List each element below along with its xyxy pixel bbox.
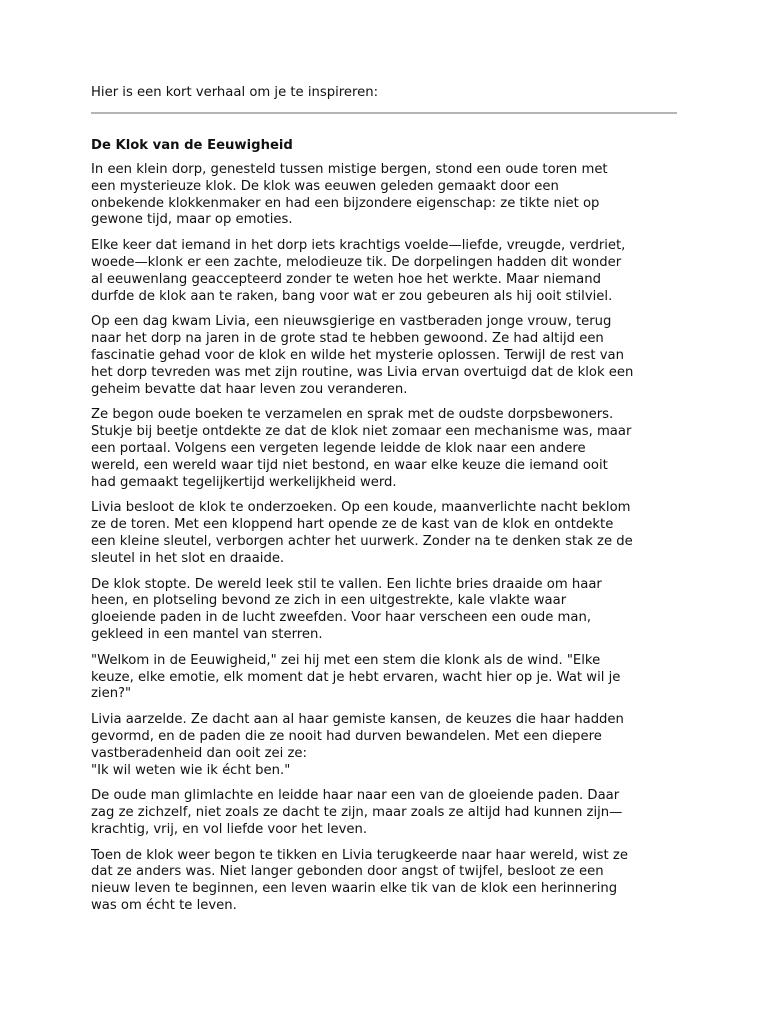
document-page [91,84,679,915]
paragraph-line: De oude man glimlachte en leidde haar naar een van de gloeiende paden. Daar [91,788,620,804]
story-paragraph [91,653,679,703]
paragraph-line: een mysterieuze klok. De klok was eeuwen geleden gemaakt door een [91,178,559,194]
paragraph-line: geheim bevatte dat haar leven zou veranderen. [91,381,408,397]
paragraph-line: fascinatie gehad voor de klok en wilde het mysterie oplossen. Terwijl de rest van [91,347,624,363]
paragraph-line: naar het dorp na jaren in de grote stad te hebben gewoond. Ze had altijd een [91,331,604,347]
intro-text: Hier is een kort verhaal om je te inspireren: [91,85,379,100]
paragraph-line: al eeuwenlang geaccepteerd zonder te weten hoe het werkte. Maar niemand [91,271,601,287]
paragraph-line: gekleed in een mantel van sterren. [91,626,323,642]
paragraph-line: keuze, elke emotie, elk moment dat je hebt ervaren, wacht hier op je. Wat wil je [91,669,621,685]
paragraph-line: vastberadenheid dan ooit zei ze: [91,745,307,761]
paragraph-line: Livia aarzelde. Ze dacht aan al haar gemiste kansen, de keuzes die haar hadden [91,712,624,728]
paragraph-line: In een klein dorp, genesteld tussen mistige bergen, stond een oude toren met [91,162,608,177]
paragraph-line: "Welkom in de Eeuwigheid," zei hij met een stem die klonk als de wind. "Elke [91,652,601,668]
story-paragraph [91,314,679,398]
paragraph-line: onbekende klokkenmaker en had een bijzondere eigenschap: ze tikte niet op [91,195,600,211]
paragraph-line: een kleine sleutel, verborgen achter het uurwerk. Zonder na te denken stak ze de [91,533,633,549]
story-paragraph [91,577,679,644]
paragraph-line: woede—klonk er een zachte, melodieuze tik. De dorpelingen hadden dit wonder [91,254,622,270]
paragraph-line: krachtig, vrij, en vol liefde voor het leven. [91,821,368,837]
paragraph-line: een portaal. Volgens een vergeten legende leidde de klok naar een andere [91,440,586,456]
paragraph-line: Op een dag kwam Livia, een nieuwsgierige en vastberaden jonge vrouw, terug [91,314,612,330]
paragraph-line: heen, en plotseling bevond ze zich in een uitgestrekte, kale vlakte waar [91,593,567,609]
paragraph-line: ze de toren. Met een kloppend hart opende ze de kast van de klok en ontdekte [91,517,614,533]
paragraph-line: wereld, een wereld waar tijd niet bestond, en waar elke keuze die iemand ooit [91,457,608,473]
story-paragraph [91,788,679,838]
paragraph-line: gevormd, en de paden die ze nooit had durven bewandelen. Met een diepere [91,728,602,744]
story-paragraph [91,238,679,305]
story-paragraph [91,848,679,915]
paragraph-line: "Ik wil weten wie ik écht ben." [91,762,291,778]
paragraph-line: Livia besloot de klok te onderzoeken. Op een koude, maanverlichte nacht beklom [91,500,631,516]
paragraph-line: Ze begon oude boeken te verzamelen en sprak met de oudste dorpsbewoners. [91,407,614,423]
paragraph-line: was om écht te leven. [91,898,237,914]
paragraph-line: dat ze anders was. Niet langer gebonden door angst of twijfel, besloot ze een [91,864,604,880]
paragraph-line: durfde de klok aan te raken, bang voor wat er zou gebeuren als hij ooit stilviel. [91,288,613,304]
story-title: De Klok van de Eeuwigheid [91,138,293,153]
paragraph-line: nieuw leven te beginnen, een leven waarin elke tik van de klok een herinnering [91,881,618,897]
story-paragraph [91,712,679,779]
story-body [91,162,679,915]
story-paragraph [91,162,679,229]
paragraph-line: Toen de klok weer begon te tikken en Livia terugkeerde naar haar wereld, wist ze [91,847,628,863]
paragraph-line: zag ze zichzelf, niet zoals ze dacht te zijn, maar zoals ze altijd had kunnen zijn— [91,805,623,821]
paragraph-line: zien?" [91,686,132,702]
paragraph-line: het dorp tevreden was met zijn routine, was Livia ervan overtuigd dat de klok een [91,364,634,380]
paragraph-line: gewone tijd, maar op emoties. [91,212,293,228]
paragraph-line: sleutel in het slot en draaide. [91,550,285,566]
paragraph-line: Elke keer dat iemand in het dorp iets krachtigs voelde—liefde, vreugde, verdriet, [91,238,626,254]
paragraph-line: had gemaakt tegelijkertijd werkelijkheid werd. [91,474,397,490]
paragraph-line: De klok stopte. De wereld leek stil te vallen. Een lichte bries draaide om haar [91,576,602,592]
horizontal-divider [91,112,677,114]
story-paragraph [91,500,679,567]
paragraph-line: gloeiende paden in de lucht zweefden. Voor haar verscheen een oude man, [91,610,592,626]
story-paragraph [91,407,679,491]
paragraph-line: Stukje bij beetje ontdekte ze dat de klok niet zomaar een mechanisme was, maar [91,424,632,440]
